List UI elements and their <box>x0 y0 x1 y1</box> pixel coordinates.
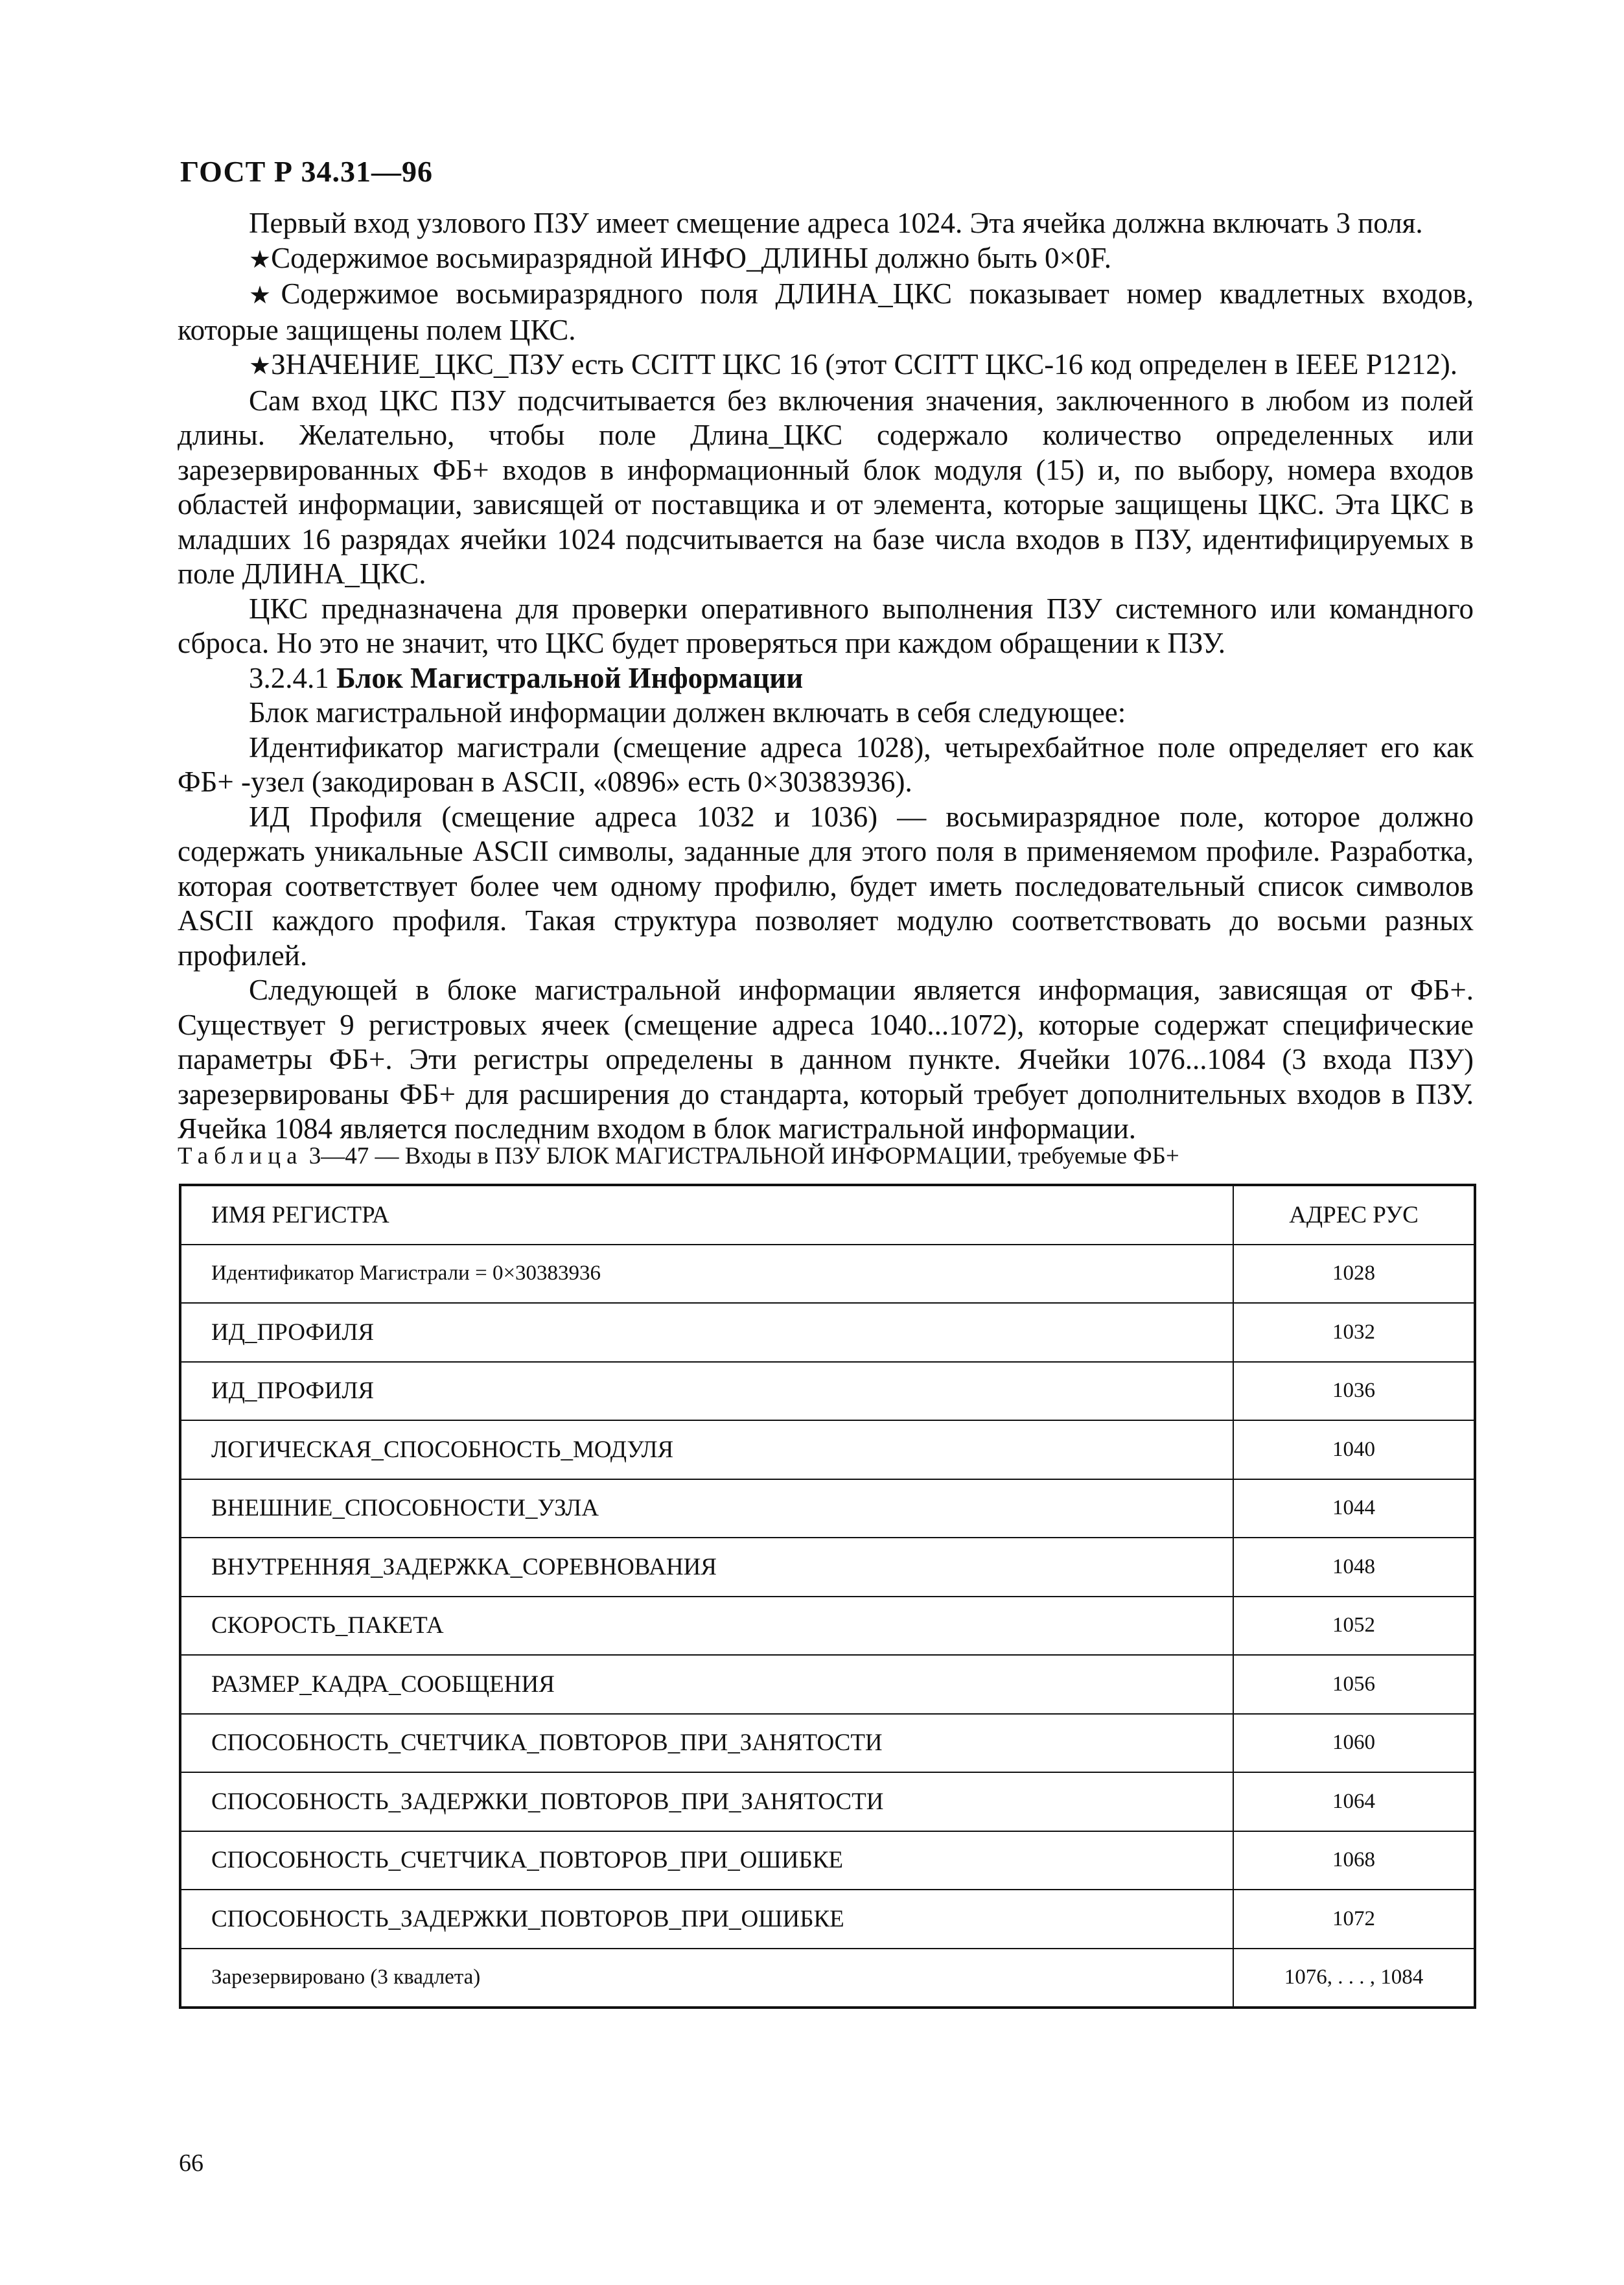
register-name: РАЗМЕР_КАДРА_СООБЩЕНИЯ <box>180 1655 1233 1714</box>
register-address: 1072 <box>1233 1890 1475 1949</box>
paragraph-bullet-info-length <box>178 241 1474 277</box>
table-caption-label: Таблица <box>178 1143 303 1169</box>
section-heading <box>178 661 1474 696</box>
paragraph-text: Содержимое восьмиразрядного поля ДЛИНА_ЦКС показывает номер квадлетных входов, которые защищены полем ЦКС. <box>178 277 1474 346</box>
register-address: 1052 <box>1233 1597 1475 1656</box>
document-header: ГОСТ Р 34.31—96 <box>180 155 433 188</box>
table-row <box>180 1655 1475 1714</box>
register-address: 1032 <box>1233 1303 1475 1362</box>
table-row <box>180 1420 1475 1479</box>
table-row <box>180 1362 1475 1421</box>
table-row <box>180 1303 1475 1362</box>
table-row <box>180 1538 1475 1597</box>
register-name: ВНЕШНИЕ_СПОСОБНОСТИ_УЗЛА <box>180 1479 1233 1538</box>
column-header-address: АДРЕС РУС <box>1233 1185 1475 1245</box>
table-row <box>180 1949 1475 2008</box>
register-name: СПОСОБНОСТЬ_ЗАДЕРЖКИ_ПОВТОРОВ_ПРИ_ОШИБКЕ <box>180 1890 1233 1949</box>
star-icon: ★ <box>249 351 272 380</box>
paragraph-text: ЗНАЧЕНИЕ_ЦКС_ПЗУ есть CCITT ЦКС 16 (этот CCITT ЦКС-16 код определен в IEEE P1212). <box>271 348 1458 381</box>
table-row <box>180 1831 1475 1890</box>
table-row <box>180 1479 1475 1538</box>
register-address: 1044 <box>1233 1479 1475 1538</box>
table-caption <box>178 1142 1179 1170</box>
table-header-row <box>180 1185 1475 1245</box>
register-name: СПОСОБНОСТЬ_ЗАДЕРЖКИ_ПОВТОРОВ_ПРИ_ЗАНЯТОСТИ <box>180 1772 1233 1831</box>
register-address: 1040 <box>1233 1420 1475 1479</box>
register-address: 1048 <box>1233 1538 1475 1597</box>
paragraph-intro: Первый вход узлового ПЗУ имеет смещение адреса 1024. Эта ячейка должна включать 3 поля. <box>249 207 1423 239</box>
register-name: Зарезервировано (3 квадлета) <box>180 1949 1233 2008</box>
register-name: Идентификатор Магистрали = 0×30383936 <box>180 1245 1233 1304</box>
table-row <box>180 1714 1475 1773</box>
paragraph-bus-id: Идентификатор магистрали (смещение адреса 1028), четырехбайтное поле определяет его как ФБ+ -узел (закодирован в ASCII, «0896» есть 0×30383936). <box>178 731 1474 798</box>
paragraph-block-contents: Блок магистральной информации должен включать в себя следующее: <box>249 696 1126 729</box>
table-caption-text: — Входы в ПЗУ БЛОК МАГИСТРАЛЬНОЙ ИНФОРМАЦИИ, требуемые ФБ+ <box>375 1143 1179 1169</box>
star-icon: ★ <box>249 281 281 309</box>
register-name: ВНУТРЕННЯЯ_ЗАДЕРЖКА_СОРЕВНОВАНИЯ <box>180 1538 1233 1597</box>
register-address: 1056 <box>1233 1655 1475 1714</box>
page-number: 66 <box>179 2150 203 2177</box>
column-header-register-name: ИМЯ РЕГИСТРА <box>180 1185 1233 1245</box>
register-table <box>179 1184 1476 2009</box>
register-address: 1064 <box>1233 1772 1475 1831</box>
register-address: 1028 <box>1233 1245 1475 1304</box>
register-name: СПОСОБНОСТЬ_СЧЕТЧИКА_ПОВТОРОВ_ПРИ_ЗАНЯТОСТИ <box>180 1714 1233 1773</box>
register-name: ИД_ПРОФИЛЯ <box>180 1362 1233 1421</box>
table-row <box>180 1772 1475 1831</box>
section-title: Блок Магистральной Информации <box>336 661 804 694</box>
table-row <box>180 1245 1475 1304</box>
paragraph-text: Содержимое восьмиразрядной ИНФО_ДЛИНЫ должно быть 0×0F. <box>271 241 1112 274</box>
register-address: 1068 <box>1233 1831 1475 1890</box>
paragraph-profile-id: ИД Профиля (смещение адреса 1032 и 1036) — восьмиразрядное поле, которое должно содержать уникальные ASCII символы, заданные для этого поля в применяемом профиле. Разработка, которая соответствует более чем одному профилю, будет иметь последовательный список символов ASCII каждого профиля. Такая структура позволяет модулю соответствовать до восьми разных профилей. <box>178 800 1474 972</box>
register-name: СПОСОБНОСТЬ_СЧЕТЧИКА_ПОВТОРОВ_ПРИ_ОШИБКЕ <box>180 1831 1233 1890</box>
body-text <box>178 206 1474 1147</box>
table-caption-number: 3—47 <box>308 1143 369 1169</box>
paragraph-registers: Следующей в блоке магистральной информации является информация, зависящая от ФБ+. Существует 9 регистровых ячеек (смещение адреса 1040...1072), которые содержат специфические параметры ФБ+. Эти регистры определены в данном пункте. Ячейки 1076...1084 (3 входа ПЗУ) зарезервированы ФБ+ для расширения до стандарта, который требует дополнительных входов в ПЗУ. Ячейка 1084 является последним входом в блок магистральной информации. <box>178 974 1474 1145</box>
paragraph-crc-entry: Сам вход ЦКС ПЗУ подсчитывается без включения значения, заключенного в любом из полей длины. Желательно, чтобы поле Длина_ЦКС содержало количество определенных или зарезервированных ФБ+ входов в информационный блок модуля (15) и, по выбору, номера входов областей информации, зависящей от поставщика и от элемента, которые защищены ЦКС. Эта ЦКС в младших 16 разрядах ячейки 1024 подсчитывается на базе числа входов в ПЗУ, идентифицируемых в поле ДЛИНА_ЦКС. <box>178 384 1474 590</box>
register-address: 1076, . . . , 1084 <box>1233 1949 1475 2008</box>
star-icon: ★ <box>249 244 272 274</box>
paragraph-bullet-crc-value <box>178 347 1474 384</box>
table-row <box>180 1597 1475 1656</box>
register-name: СКОРОСТЬ_ПАКЕТА <box>180 1597 1233 1656</box>
register-name: ИД_ПРОФИЛЯ <box>180 1303 1233 1362</box>
paragraph-bullet-crc-length <box>178 277 1474 347</box>
register-address: 1036 <box>1233 1362 1475 1421</box>
table-row <box>180 1890 1475 1949</box>
section-number: 3.2.4.1 <box>249 661 329 694</box>
register-name: ЛОГИЧЕСКАЯ_СПОСОБНОСТЬ_МОДУЛЯ <box>180 1420 1233 1479</box>
paragraph-crc-purpose: ЦКС предназначена для проверки оперативного выполнения ПЗУ системного или командного сброса. Но это не значит, что ЦКС будет проверяться при каждом обращении к ПЗУ. <box>178 592 1474 659</box>
register-address: 1060 <box>1233 1714 1475 1773</box>
